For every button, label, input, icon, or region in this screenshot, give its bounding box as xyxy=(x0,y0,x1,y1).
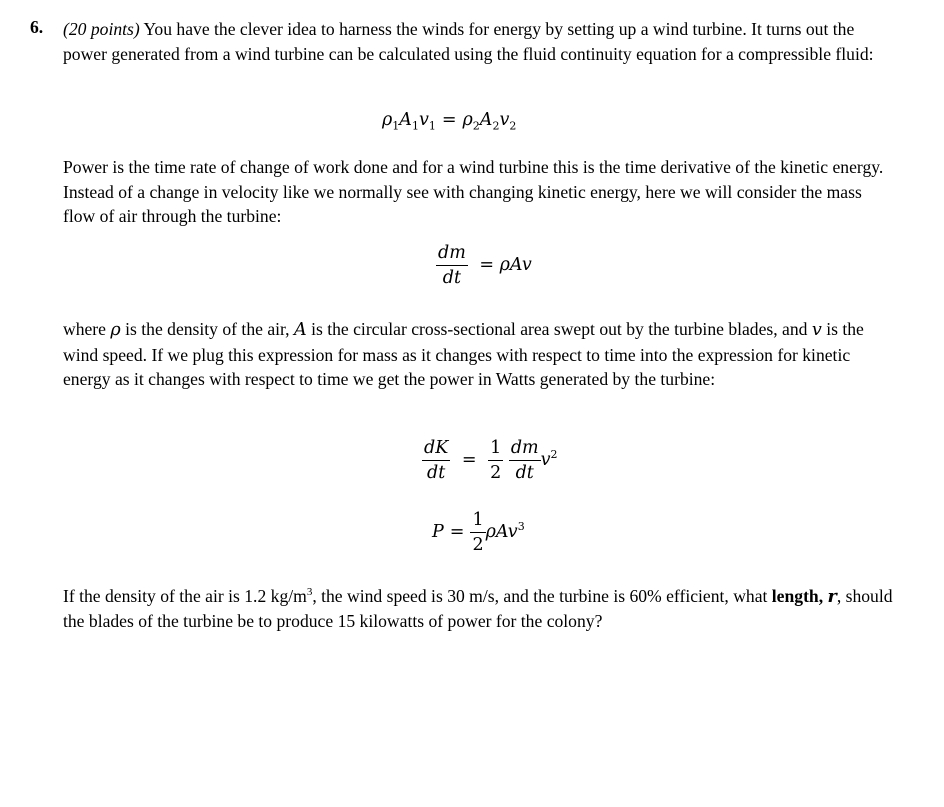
exponent-3: 3 xyxy=(517,520,525,534)
sub-2a: 2 xyxy=(472,119,480,133)
kinetic-energy-equation xyxy=(422,438,558,483)
equals-sign: = xyxy=(441,110,457,130)
intro-paragraph xyxy=(63,17,898,66)
fraction-bar xyxy=(436,265,468,266)
mass-flow-equation xyxy=(436,243,532,288)
fraction-denominator: dt xyxy=(442,268,462,288)
final-text-3: , should the blades of the turbine be to produce 15 kilowatts of power for the colony? xyxy=(63,585,893,632)
fraction-bar xyxy=(488,460,503,461)
equals-sign: = xyxy=(449,522,465,542)
power-symbol: P xyxy=(432,522,444,542)
where-paragraph xyxy=(63,317,898,392)
continuity-equation xyxy=(382,110,516,133)
half-fraction xyxy=(470,510,485,555)
exponent-2: 2 xyxy=(550,448,558,462)
dm-dt-fraction xyxy=(509,438,541,483)
dk-numerator: dK xyxy=(424,438,449,458)
final-question-paragraph xyxy=(63,580,898,634)
mass-flow-rhs: = ρAv xyxy=(479,255,532,275)
power-equation xyxy=(432,510,525,555)
question-number: 6. xyxy=(30,17,44,37)
dm-numerator: dm xyxy=(510,438,539,458)
where-text-4: is the wind speed. If we plug this expression for mass as it changes with respect to time into the expression for kinetic energy as it changes with respect to time we get the power in Watts generated by the turbine: xyxy=(63,319,864,389)
sub-1c: 1 xyxy=(428,119,436,133)
velocity-2: v xyxy=(499,110,510,130)
fraction-bar xyxy=(470,532,485,533)
fraction-bar xyxy=(422,460,450,461)
where-text-1: where xyxy=(63,319,111,339)
half-numerator: 1 xyxy=(490,438,502,458)
sub-2b: 2 xyxy=(492,119,500,133)
fraction-bar xyxy=(509,460,541,461)
dk-dt-fraction xyxy=(422,438,450,483)
rho-symbol: ρ xyxy=(110,320,121,340)
velocity-term: v xyxy=(540,450,551,470)
rho-2: ρ xyxy=(462,110,473,130)
points-label: (20 points) xyxy=(63,19,140,39)
velocity-1: v xyxy=(418,110,429,130)
sub-1b: 1 xyxy=(411,119,419,133)
intro-text: You have the clever idea to harness the winds for energy by setting up a wind turbine. It turns out the power generated from a wind turbine can be calculated using the fluid continuity equation for a compressible fluid: xyxy=(63,19,874,64)
sub-2c: 2 xyxy=(509,119,517,133)
final-text-2: , the wind speed is 30 m/s, and the turbine is 60% efficient, what xyxy=(312,585,772,606)
velocity-symbol: v xyxy=(811,320,822,340)
area-2: A xyxy=(479,110,493,130)
radius-symbol: r xyxy=(827,585,837,607)
half-fraction xyxy=(488,438,503,483)
half-denominator: 2 xyxy=(472,535,484,555)
power-rhs: ρAv xyxy=(485,522,518,542)
where-text-3: is the circular cross-sectional area swept out by the turbine blades, and xyxy=(306,319,812,339)
where-text-2: is the density of the air, xyxy=(120,319,294,339)
half-numerator: 1 xyxy=(472,510,484,530)
area-1: A xyxy=(399,110,412,130)
area-symbol: A xyxy=(293,320,307,340)
dt-denominator: dt xyxy=(515,463,534,483)
final-text-1: If the density of the air is 1.2 kg/m xyxy=(63,585,307,606)
cubed-exponent: 3 xyxy=(306,586,313,598)
length-bold: length, xyxy=(771,585,828,606)
equals-sign: = xyxy=(461,450,477,470)
half-denominator: 2 xyxy=(490,463,502,483)
sub-1a: 1 xyxy=(392,119,400,133)
dm-dt-fraction xyxy=(436,243,468,288)
fraction-numerator: dm xyxy=(438,243,466,263)
power-paragraph: Power is the time rate of change of work done and for a wind turbine this is the time derivative of the kinetic energy. Instead of a change in velocity like we normally see with changing kinetic energy, here we will consider the mass flow of air through the turbine: xyxy=(63,157,884,226)
rho-1: ρ xyxy=(382,110,393,130)
dk-denominator: dt xyxy=(427,463,446,483)
